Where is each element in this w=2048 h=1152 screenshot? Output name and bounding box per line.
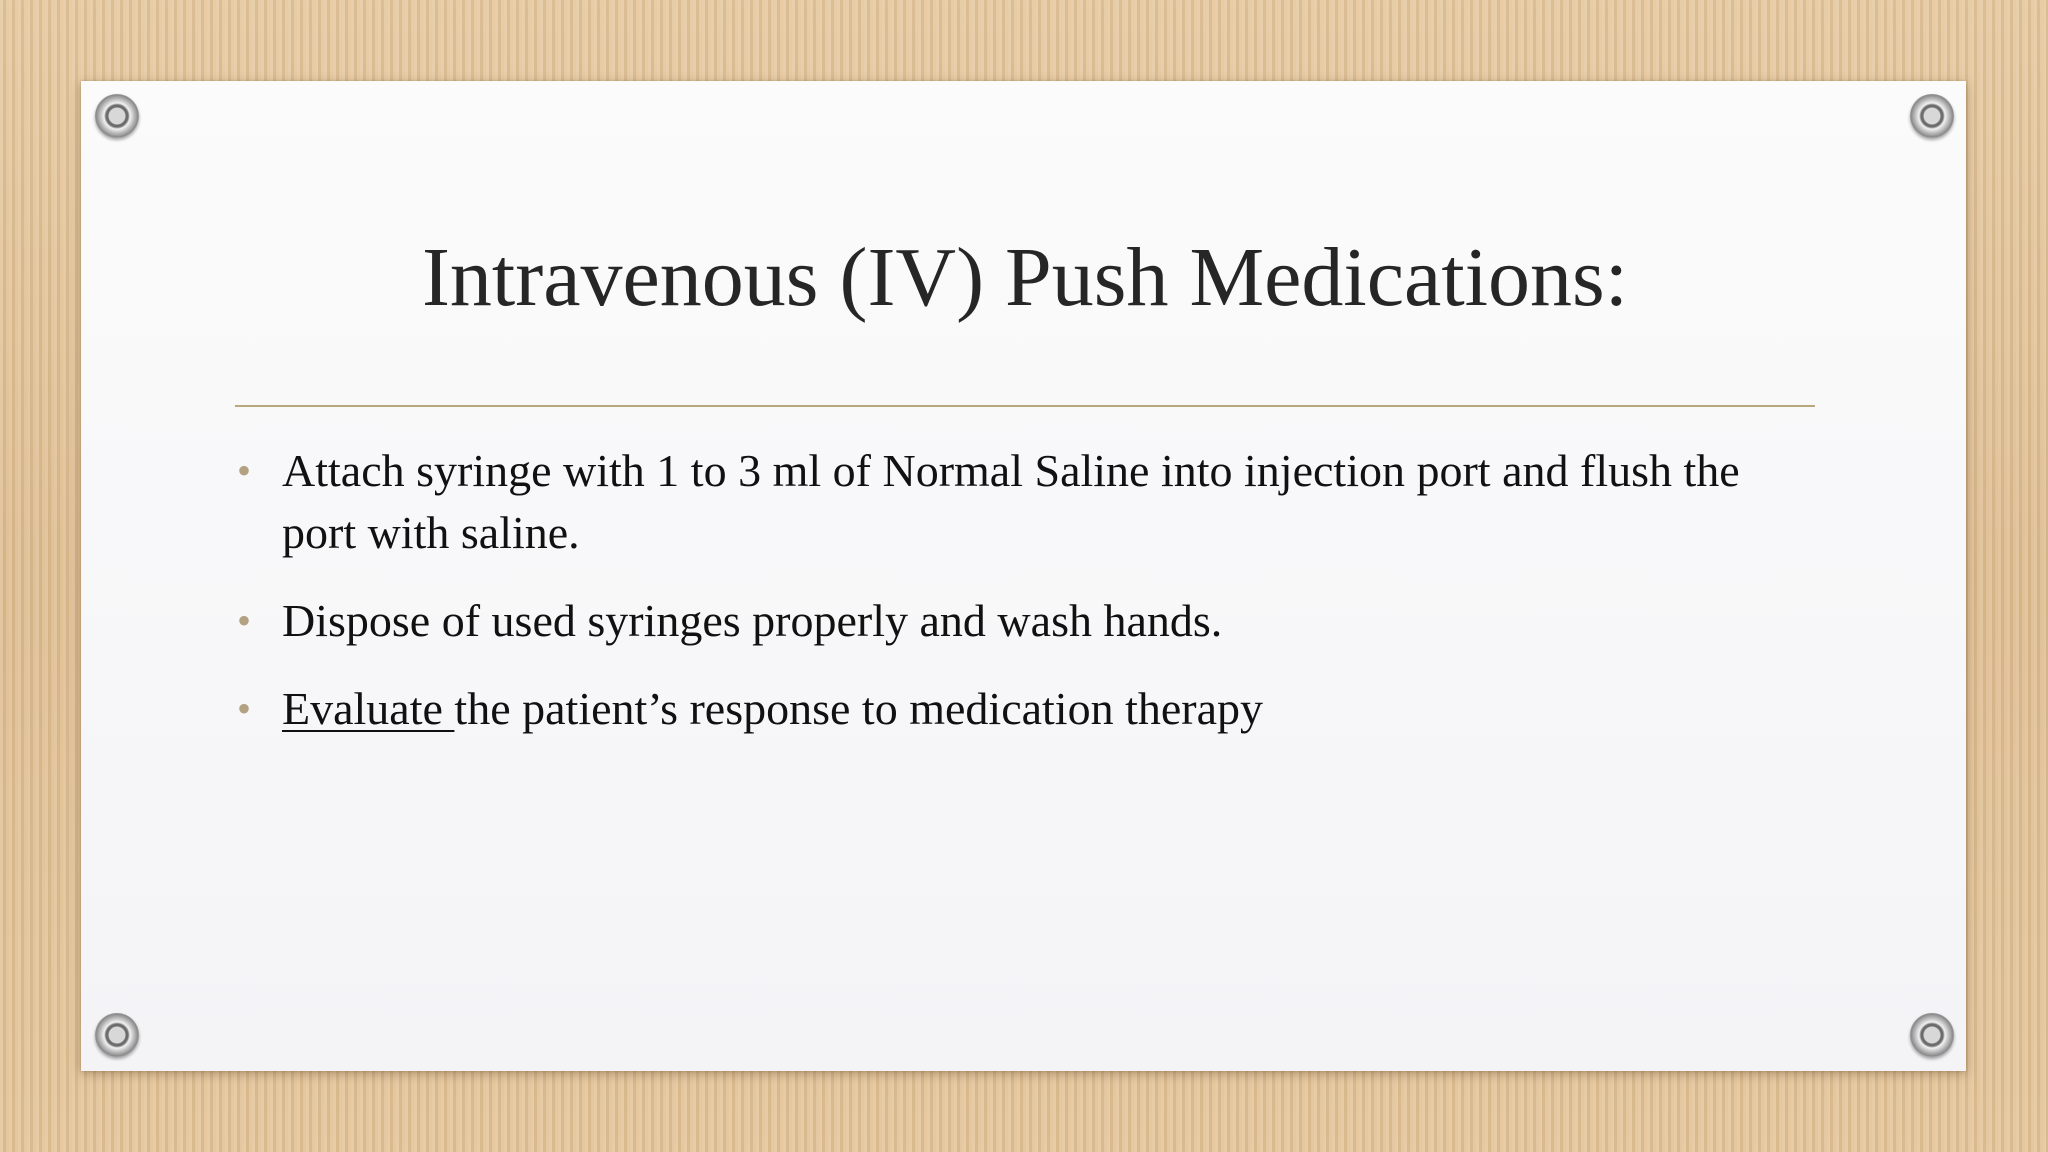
bullet-item [235,440,1775,564]
bullet-item [235,678,1775,740]
bullet-underlined-text: Evaluate [282,683,455,734]
grommet-bottom-right-icon [1910,1013,1954,1057]
grommet-bottom-left-icon [95,1013,139,1057]
title-divider [235,405,1815,407]
bullet-list [235,440,1775,766]
bullet-text: the patient’s response to medication therapy [454,683,1264,734]
grommet-top-right-icon [1910,94,1954,138]
bullet-text: Dispose of used syringes properly and wash hands. [282,595,1223,646]
bullet-text: Attach syringe with 1 to 3 ml of Normal Saline into injection port and flush the port with saline. [282,445,1740,558]
slide-title: Intravenous (IV) Push Medications: [421,231,1629,324]
bullet-icon: • [237,598,252,643]
grommet-top-left-icon [95,94,139,138]
bullet-icon: • [237,448,252,493]
bullet-item [235,590,1775,652]
bullet-icon: • [237,686,252,731]
